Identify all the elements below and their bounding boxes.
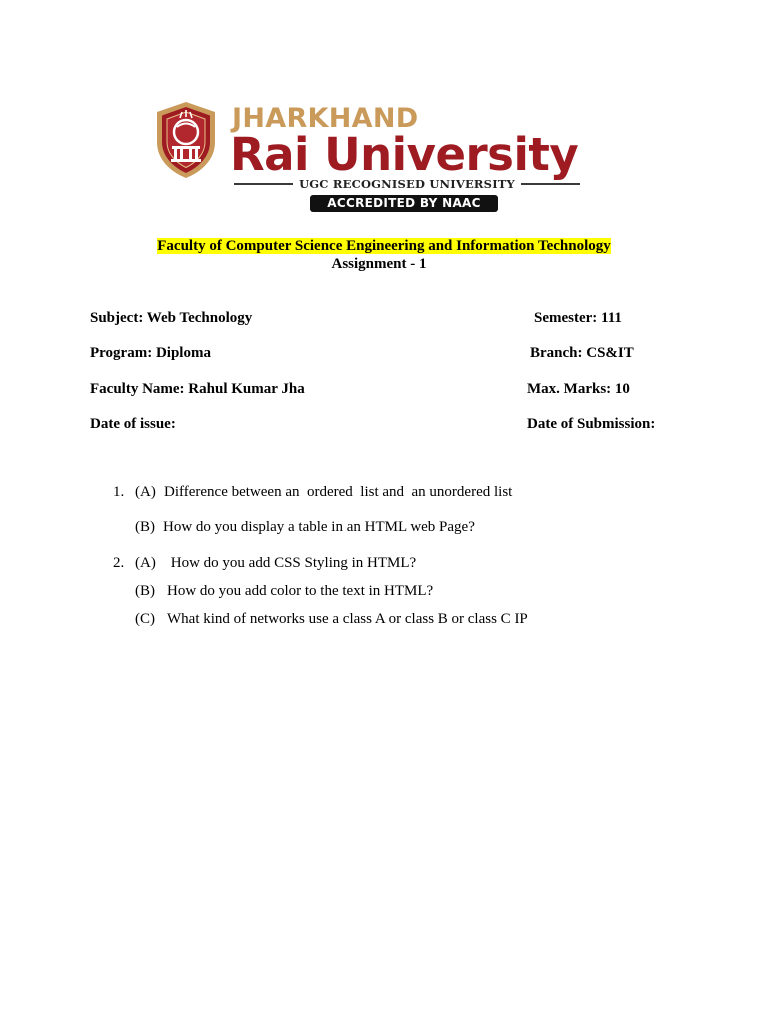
faculty-heading — [0, 237, 768, 255]
question-part-text: What kind of networks use a class A or class B or class C IP — [167, 611, 528, 627]
branch-label: Branch: CS&IT — [530, 345, 634, 361]
date-of-submission-label: Date of Submission: — [527, 416, 656, 432]
question-part-label: (B) — [135, 583, 155, 599]
logo-name-top: JHARKHAND — [232, 103, 419, 134]
question-part-text: How do you display a table in an HTML web Page? — [163, 519, 475, 535]
faculty-heading-text: Faculty of Computer Science Engineering and Information Technology — [157, 238, 611, 254]
divider — [234, 183, 293, 185]
logo-name-main: Rai University — [230, 128, 579, 181]
question-part-text: Difference between an ordered list and an unordered list — [164, 484, 513, 500]
question-part-label: (A) — [135, 484, 156, 500]
assignment-title: Assignment - 1 — [331, 256, 427, 272]
question-number: 2. — [113, 555, 125, 571]
program-label: Program: Diploma — [90, 345, 211, 361]
date-of-issue-label: Date of issue: — [90, 416, 176, 432]
question-part-label: (A) — [135, 555, 156, 571]
faculty-name-label: Faculty Name: Rahul Kumar Jha — [90, 381, 305, 397]
subject-label: Subject: Web Technology — [90, 310, 253, 326]
question-number: 1. — [113, 484, 125, 500]
question-part-label: (B) — [135, 519, 155, 535]
divider — [521, 183, 580, 185]
question-part-label: (C) — [135, 611, 155, 627]
logo-recognition-row — [234, 177, 580, 191]
max-marks-label: Max. Marks: 10 — [527, 381, 630, 397]
logo-recognition-text: UGC RECOGNISED UNIVERSITY — [299, 177, 515, 191]
university-logo — [150, 98, 620, 218]
university-crest-icon — [153, 100, 219, 180]
semester-label: Semester: 111 — [534, 310, 622, 326]
question-part-text: How do you add CSS Styling in HTML? — [167, 555, 417, 571]
question-part-text: How do you add color to the text in HTML? — [167, 583, 434, 599]
accreditation-badge: ACCREDITED BY NAAC — [310, 195, 498, 212]
